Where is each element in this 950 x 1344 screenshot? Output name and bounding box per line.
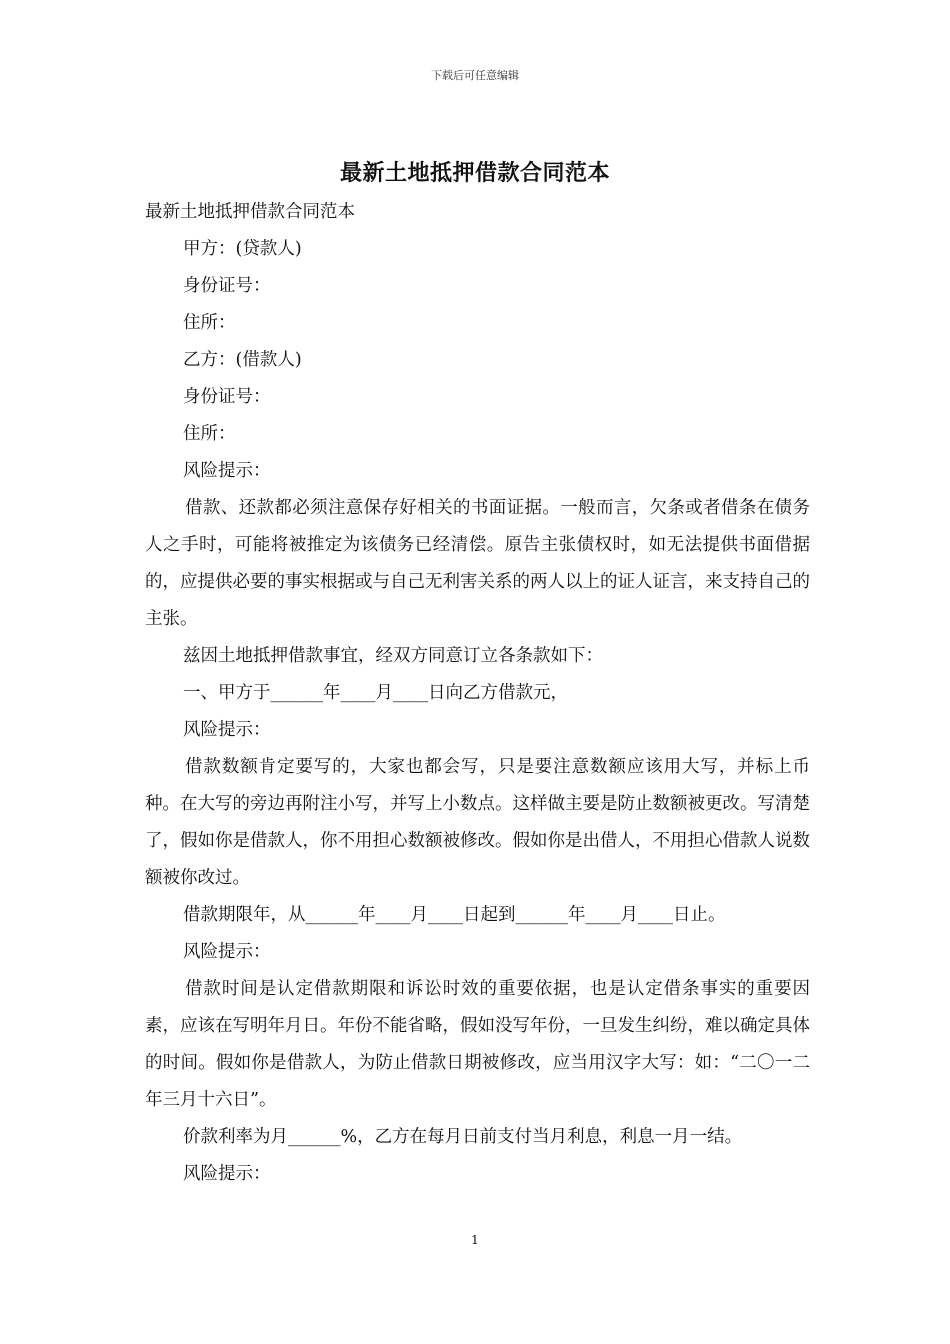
paragraph-party-b: 乙方：(借款人) [183, 350, 302, 370]
paragraph-interest-rate: 价款利率为月______%，乙方在每月日前支付当月利息，利息一月一结。 [183, 1127, 743, 1147]
paragraph-risk-heading: 风险提示： [183, 461, 271, 481]
paragraph-risk-evidence: 借款、还款都必须注意保存好相关的书面证据。一般而言，欠条或者借条在债务人之手时，可能将被推定为该债务已经清偿。原告主张债权时，如无法提供书面借据的，应提供必要的事实根据或与自己无利害关系的两人以上的证人证言，来支持自己的主张。 [145, 498, 810, 629]
paragraph-party-a-address: 住所： [183, 313, 236, 333]
header-note: 下载后可任意编辑 [431, 69, 519, 82]
paragraph-party-a-id: 身份证号： [183, 276, 271, 296]
document-body [145, 194, 810, 1193]
paragraph-party-b-address: 住所： [183, 424, 236, 444]
paragraph-subtitle: 最新土地抵押借款合同范本 [145, 202, 355, 222]
paragraph-risk-heading: 风险提示： [183, 720, 271, 740]
paragraph-loan-term: 借款期限年，从______年____月____日起到______年____月____日止。 [183, 905, 726, 925]
paragraph-agreement-intro: 兹因土地抵押借款事宜，经双方同意订立各条款如下： [183, 646, 603, 666]
paragraph-party-a: 甲方：(贷款人) [183, 239, 302, 259]
paragraph-risk-amount: 借款数额肯定要写的，大家也都会写，只是要注意数额应该用大写，并标上币种。在大写的旁边再附注小写，并写上小数点。这样做主要是防止数额被更改。写清楚了，假如你是借款人，你不用担心数额被修改。假如你是出借人，不用担心借款人说数额被你改过。 [145, 757, 810, 888]
page-number: 1 [471, 1233, 479, 1247]
document-title: 最新土地抵押借款合同范本 [339, 160, 610, 186]
paragraph-clause-1: 一、甲方于______年____月____日向乙方借款元， [183, 683, 568, 703]
paragraph-risk-heading: 风险提示： [183, 1164, 271, 1184]
paragraph-party-b-id: 身份证号： [183, 387, 271, 407]
paragraph-risk-heading: 风险提示： [183, 942, 271, 962]
paragraph-risk-date: 借款时间是认定借款期限和诉讼时效的重要依据，也是认定借条事实的重要因素，应该在写明年月日。年份不能省略，假如没写年份，一旦发生纠纷，难以确定具体的时间。假如你是借款人，为防止借款日期被修改，应当用汉字大写：如：“二〇一二年三月十六日”。 [145, 979, 810, 1110]
